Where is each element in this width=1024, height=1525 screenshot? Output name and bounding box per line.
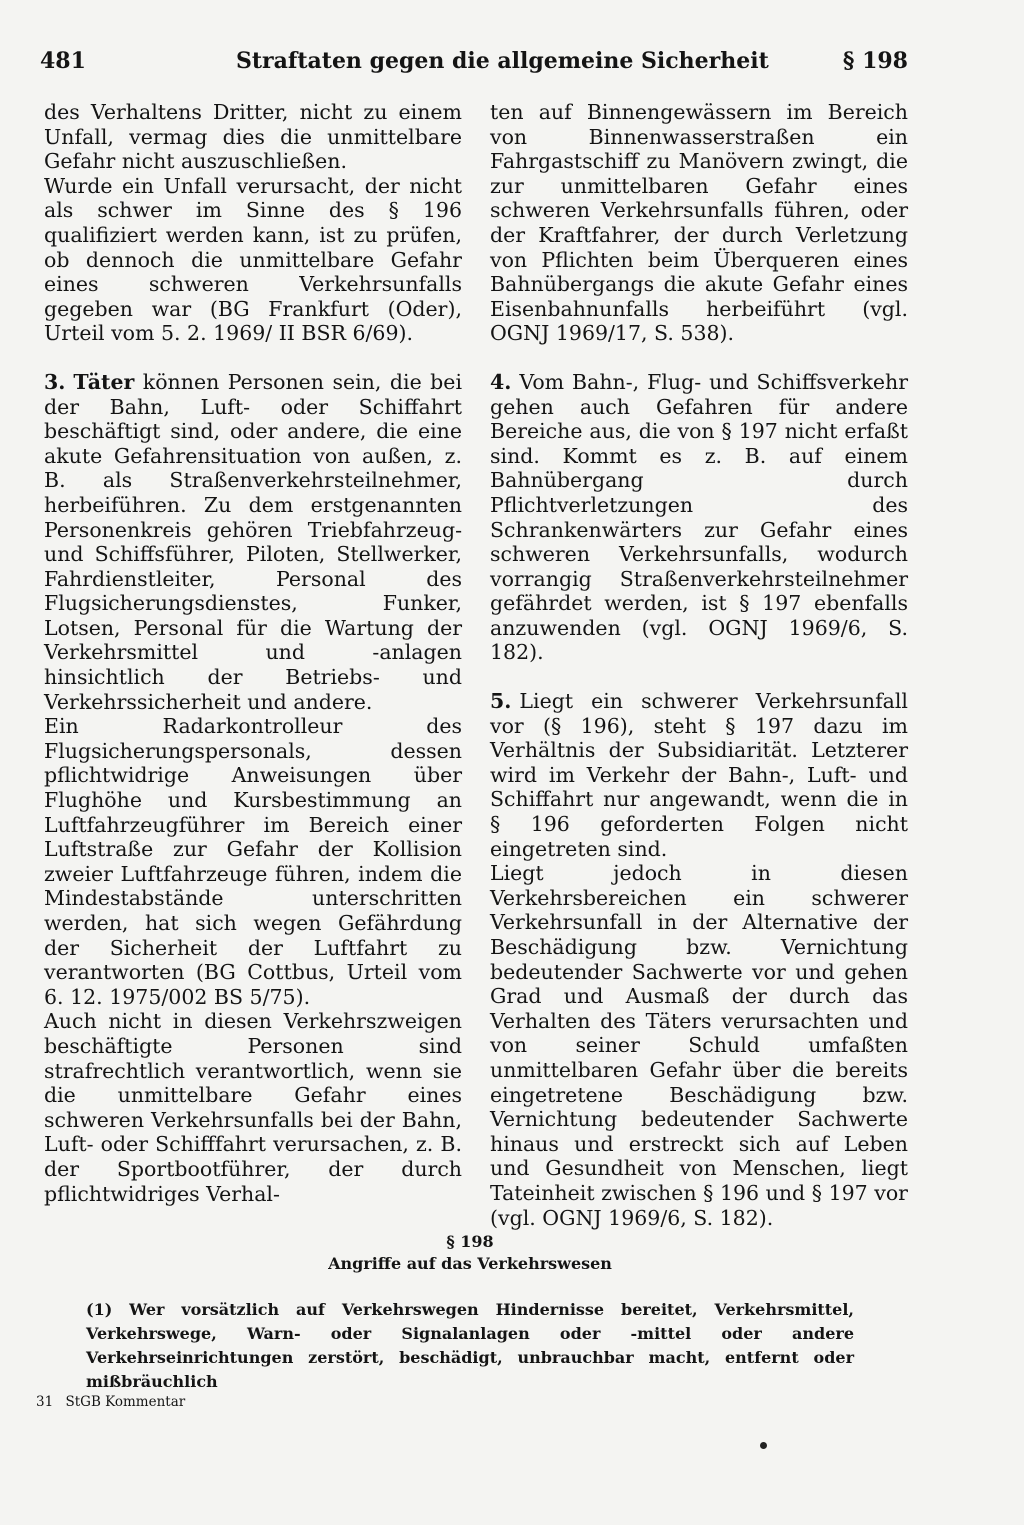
paragraph-4 xyxy=(490,370,908,665)
paragraph xyxy=(44,1009,462,1206)
paragraph-text: Vom Bahn-, Flug- und Schiffsverkehr gehen auch Gefahren für andere Bereiche aus, die von § 197 nicht erfaßt sind. Kommt es z. B. auf einem Bahnübergang durch Pflichtverletzungen des Schrankenwärters zur Gefahr eines schweren Verkehrsunfalls, wodurch vorrangig Straßenverkehrsteilnehmer gefährdet werden, ist § 197 ebenfalls anzuwenden (vgl. OGNJ 1969/6, S. 182). xyxy=(490,369,908,665)
paragraph-3 xyxy=(44,370,462,714)
paragraph-text: Wurde ein Unfall verursacht, der nicht als schwer im Sinne des § 196 qualifiziert werden kann, ist zu prüfen, ob dennoch die unmittelbare Gefahr eines schweren Verkehrsunfalls gegeben war (BG Frankfurt (Oder), Urteil vom 5. 2. 1969/ II BSR 6/69). xyxy=(44,173,462,346)
paragraph-text: ten auf Binnengewässern im Bereich von Binnenwasserstraßen ein Fahrgastschiff zu Manövern zwingt, die zur unmittelbaren Gefahr eines schweren Verkehrsunfalls führen, oder der Kraftfahrer, der durch Verletzung von Pflichten beim Überqueren eines Bahnübergangs die akute Gefahr eines Eisenbahnunfalls herbeiführt (vgl. OGNJ 1969/17, S. 538). xyxy=(490,100,908,346)
paragraph xyxy=(44,100,462,174)
law-paragraph: (1) Wer vorsätzlich auf Verkehrswegen Hindernisse bereitet, Verkehrsmittel, Verkehrswege, Warn- oder Signalanlagen oder -mittel oder andere Verkehrseinrichtungen zerstört, beschädigt, unbrauchbar macht, entfernt oder mißbräuchlich xyxy=(86,1300,854,1391)
paragraph-number: 5. xyxy=(490,689,512,714)
paragraph-5 xyxy=(490,689,908,861)
footer xyxy=(36,1394,185,1410)
paragraph-text: des Verhaltens Dritter, nicht zu einem Unfall, vermag dies die unmittelbare Gefahr nicht auszuschließen. xyxy=(44,100,462,174)
running-header xyxy=(40,48,908,82)
paragraph xyxy=(44,714,462,1009)
section-title: Angriffe auf das Verkehrswesen xyxy=(328,1254,612,1273)
header-section: § 198 xyxy=(842,48,908,74)
paragraph-text: Liegt jedoch in diesen Verkehrsbereichen ein schwerer Verkehrsunfall in der Alternative der Beschädigung bzw. Vernichtung bedeutender Sachwerte vor und gehen Grad und Ausmaß der durch das Verhalten des Täters verursachten und von seiner Schuld umfaßten unmittelbaren Gefahr über die bereits eingetretene Beschädigung bzw. Vernichtung bedeutender Sachwerte hinaus und erstreckt sich auf Leben und Gesundheit von Menschen, liegt Tateinheit zwischen § 196 und § 197 vor (vgl. OGNJ 1969/6, S. 182). xyxy=(490,861,908,1230)
paragraph-text: Auch nicht in diesen Verkehrszweigen beschäftigte Personen sind strafrechtlich verantwortlich, wenn sie die unmittelbare Gefahr eines schweren Verkehrsunfalls bei der Bahn, Luft- oder Schifffahrt verursachen, z. B. der Sportbootführer, der durch pflichtwidriges Verhal- xyxy=(44,1009,462,1206)
paragraph-number: 4. xyxy=(490,369,512,394)
page-number: 481 xyxy=(40,48,86,74)
left-column xyxy=(44,100,462,1206)
section-number: § 198 xyxy=(446,1232,494,1251)
paragraph xyxy=(490,100,908,346)
right-column xyxy=(490,100,908,1230)
keyword: Täter xyxy=(73,369,135,394)
paragraph-text: Ein Radarkontrolleur des Flugsicherungspersonals, dessen pflichtwidrige Anweisungen über Flughöhe und Kursbestimmung an Luftfahrzeugführer im Bereich einer Luftstraße zur Gefahr der Kollision zweier Luftfahrzeuge führen, indem die Mindestabstände unterschritten werden, hat sich wegen Gefährdung der Sicherheit der Luftfahrt zu verantworten (BG Cottbus, Urteil vom 6. 12. 1975/002 BS 5/75). xyxy=(44,714,462,1009)
paragraph-text: Liegt ein schwerer Verkehrsunfall vor (§ 196), steht § 197 dazu im Verhältnis der Subsidiarität. Letzterer wird im Verkehr der Bahn-, Luft- und Schiffahrt nur angewandt, wenn die in § 196 geforderten Folgen nicht eingetreten sind. xyxy=(490,689,908,861)
ink-speck-icon xyxy=(760,1442,767,1449)
paragraph-number: 3. xyxy=(44,369,66,394)
book-title: StGB Kommentar xyxy=(65,1394,186,1410)
paragraph-text: können Personen sein, die bei der Bahn, Luft- oder Schiffahrt beschäftigt sind, oder andere, die eine akute Gefahrensituation von außen, z. B. als Straßenverkehrsteilnehmer, herbeiführen. Zu dem erstgenannten Personenkreis gehören Triebfahrzeug- und Schiffsführer, Piloten, Stellwerker, Fahrdienstleiter, Personal des Flugsicherungsdienstes, Funker, Lotsen, Personal für die Wartung der Verkehrsmittel und -anlagen hinsichtlich der Betriebs- und Verkehrssicherheit und andere. xyxy=(44,369,462,714)
paragraph xyxy=(44,174,462,346)
header-title: Straftaten gegen die allgemeine Sicherheit xyxy=(236,48,769,74)
paragraph xyxy=(490,861,908,1230)
sheet-number: 31 xyxy=(36,1394,54,1410)
